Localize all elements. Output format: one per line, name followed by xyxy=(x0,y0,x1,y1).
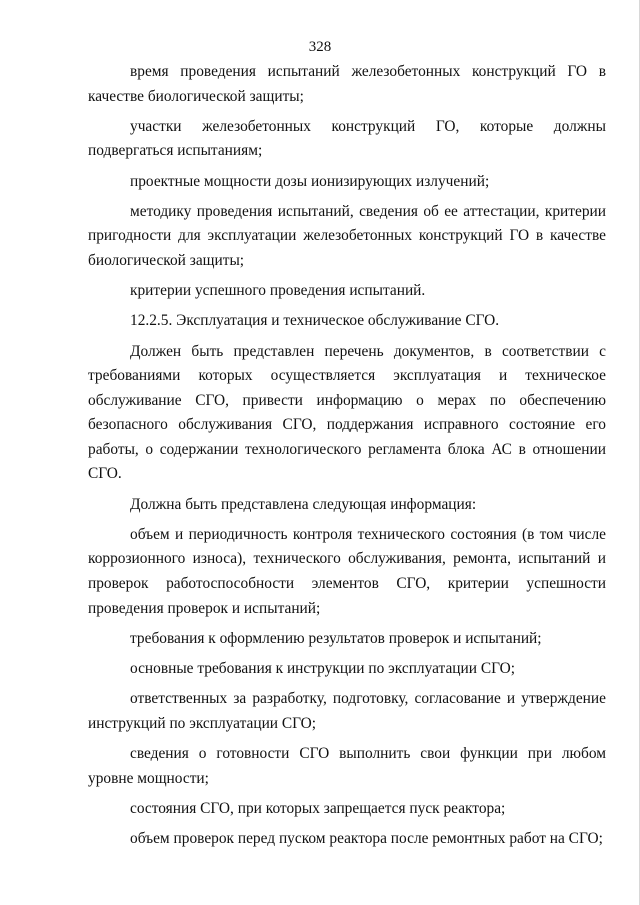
paragraph-success-criteria: критерии успешного проведения испытаний. xyxy=(130,282,426,300)
document-body xyxy=(88,60,606,857)
section-heading-12-2-5: 12.2.5. Эксплуатация и техническое обслуживание СГО. xyxy=(130,312,500,330)
paragraph-document-list: Должен быть представлен перечень документов, в соответствии с требованиями которых осуществляется эксплуатация и техническое обслуживание СГО, привести информацию о мерах по обеспечению безопасного обслуживания СГО, поддержания исправного состояние его работы, о содержании технологического регламента блока АС в отношении СГО. xyxy=(88,342,606,483)
paragraph-responsible-parties: ответственных за разработку, подготовку, согласование и утверждение инструкций по эксплуатации СГО; xyxy=(88,690,606,732)
paragraph-instruction-requirements: основные требования к инструкции по эксплуатации СГО; xyxy=(130,660,516,677)
paragraph-startup-checks: объем проверок перед пуском реактора после ремонтных работ на СГО; xyxy=(130,829,603,847)
paragraph-test-timing: время проведения испытаний железобетонных конструкций ГО в качестве биологической защиты; xyxy=(88,63,606,105)
paragraph-readiness: сведения о готовности СГО выполнить свои функции при любом уровне мощности; xyxy=(88,744,606,787)
paragraph-info-intro: Должна быть представлена следующая информация: xyxy=(130,495,477,513)
paragraph-test-areas: участки железобетонных конструкций ГО, которые должны подвергаться испытаниям; xyxy=(88,117,606,160)
paragraph-result-requirements: требования к оформлению результатов проверок и испытаний; xyxy=(130,629,542,647)
page-number: 328 xyxy=(308,39,332,55)
paragraph-test-methodology: методику проведения испытаний, сведения об ее аттестации, критерии пригодности для эксплуатации железобетонных конструкций ГО в качестве биологической защиты; xyxy=(88,202,606,269)
paragraph-startup-prohibited: состояния СГО, при которых запрещается пуск реактора; xyxy=(130,799,506,817)
paragraph-inspection-scope: объем и периодичность контроля технического состояния (в том числе коррозионного износа), технического обслуживания, ремонта, испытаний и проверок работоспособности элементов СГО, критерии успешности проведения проверок и испытаний; xyxy=(88,525,606,617)
paragraph-dose-rates: проектные мощности дозы ионизирующих излучений; xyxy=(130,172,490,190)
